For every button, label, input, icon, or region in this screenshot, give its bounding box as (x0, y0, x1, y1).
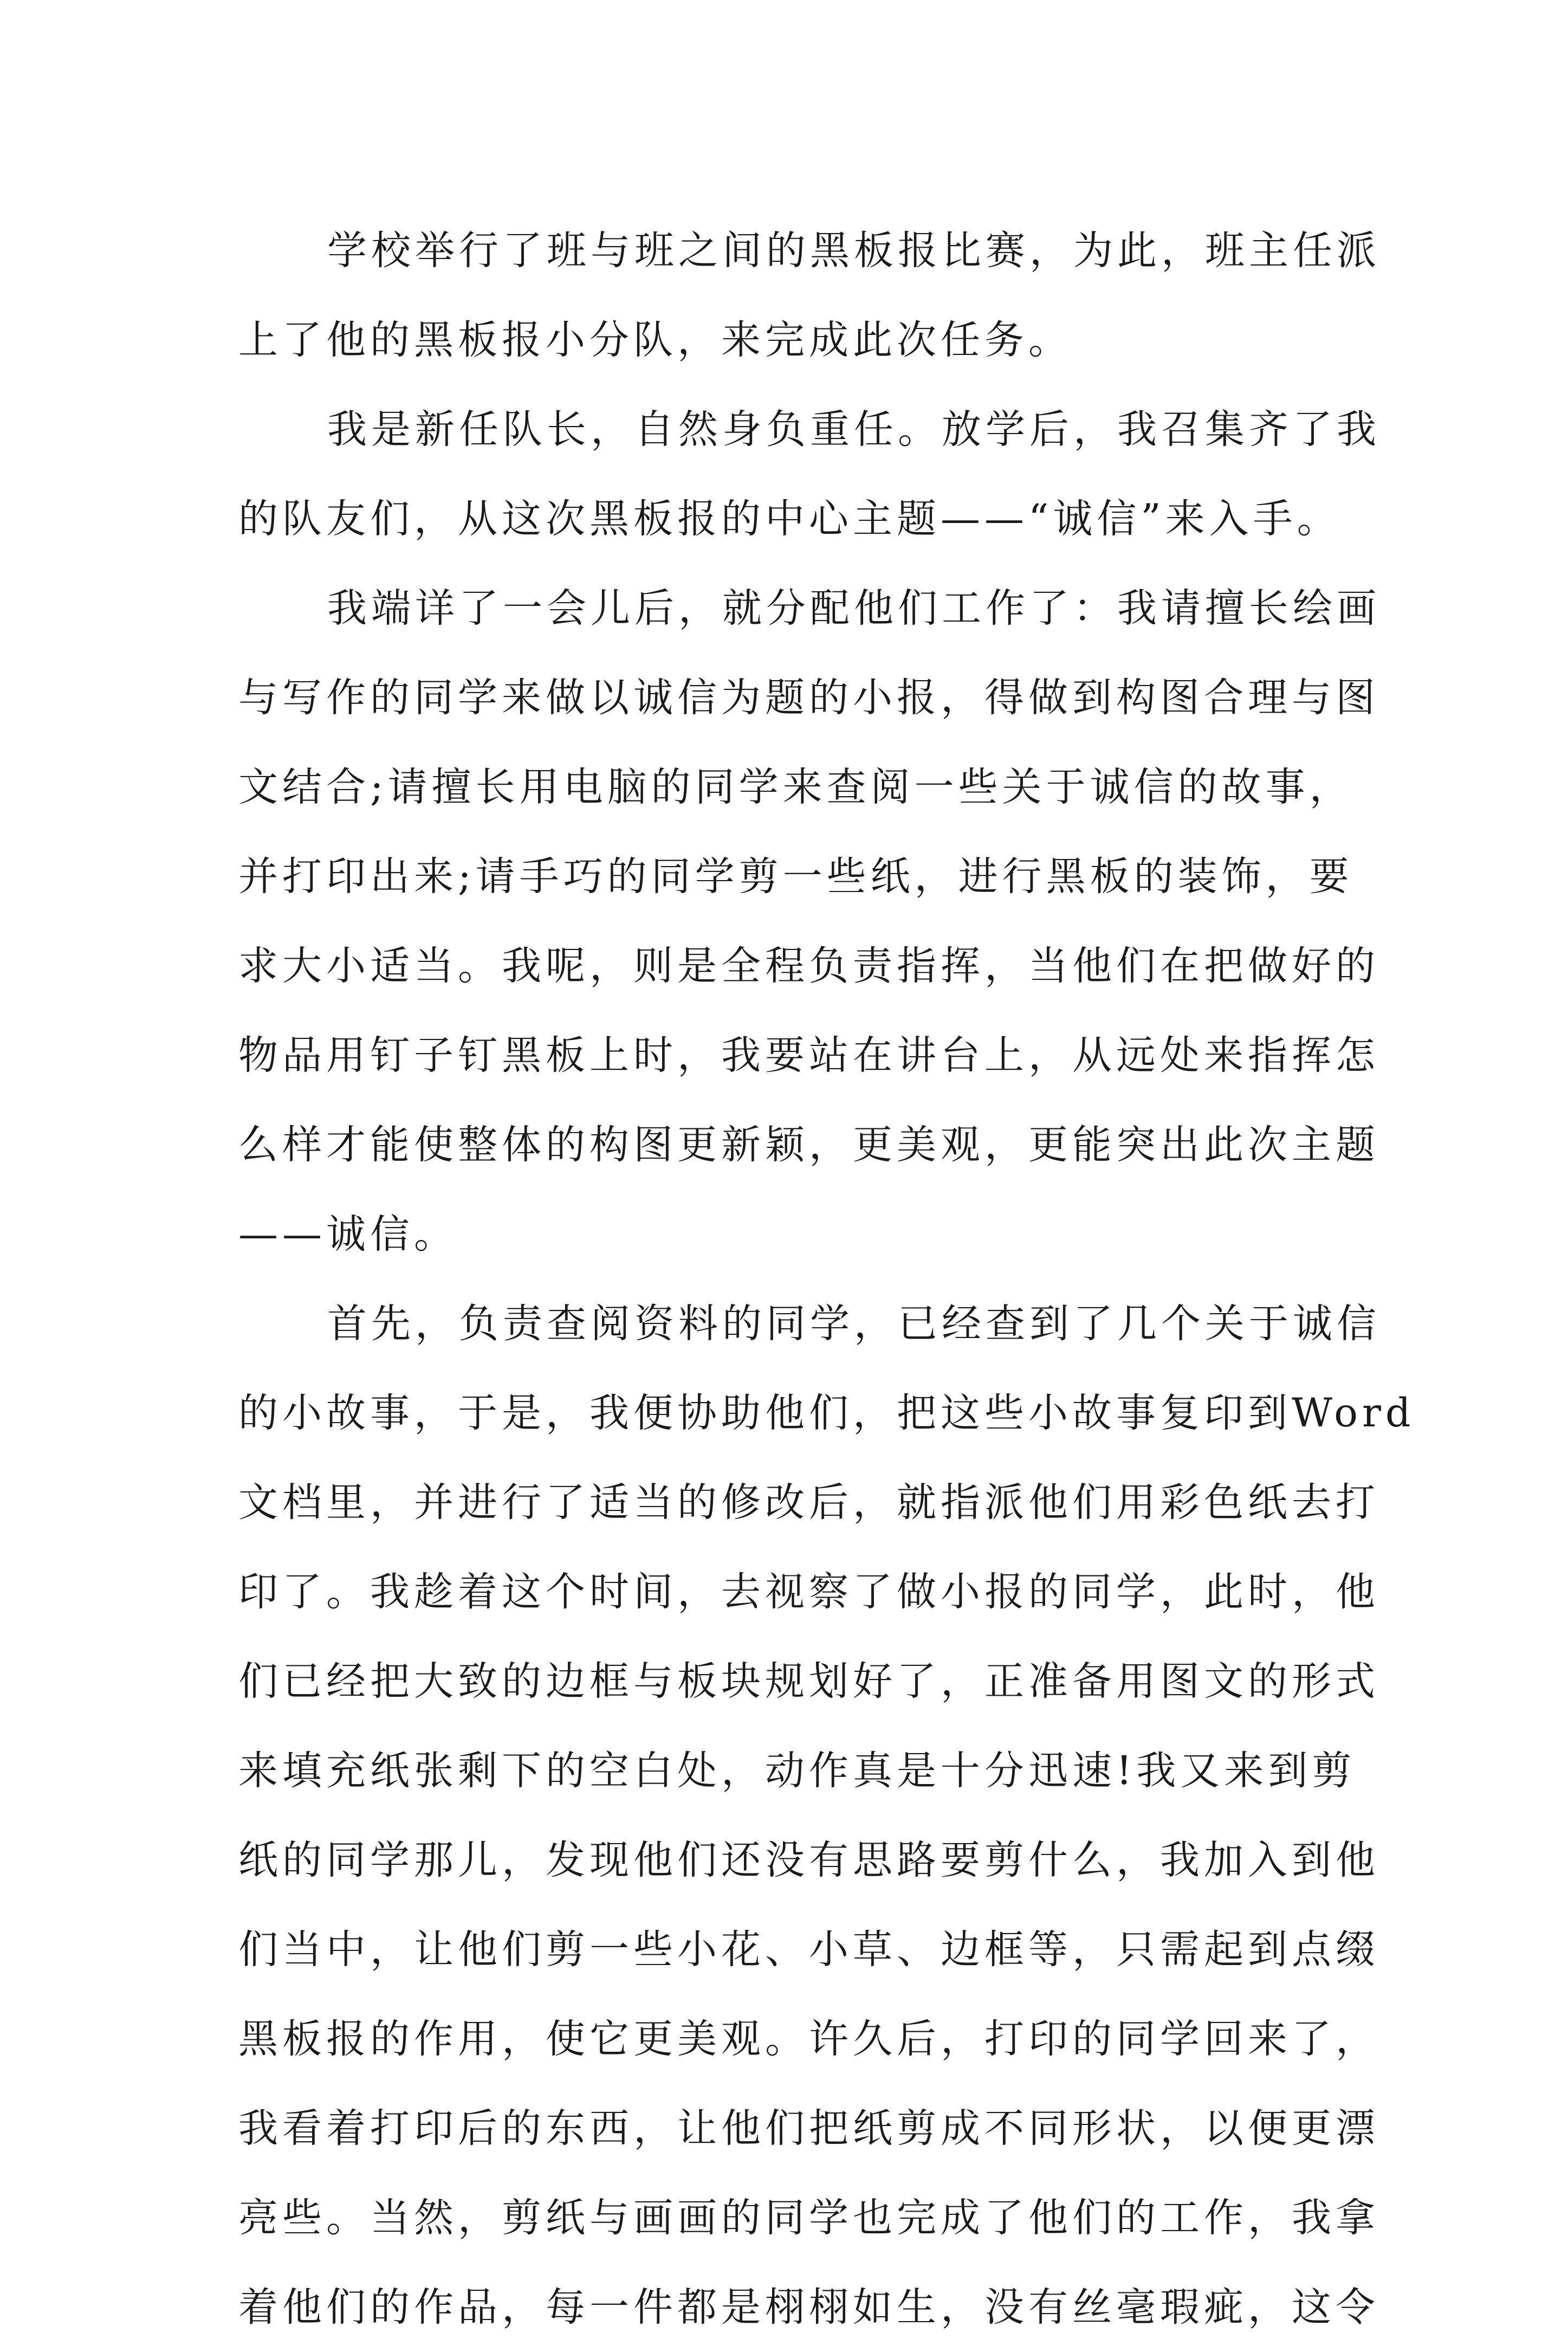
text-line: 我端详了一会儿后，就分配他们工作了：我请擅长绘画 (327, 585, 1381, 631)
text-line: 文档里，并进行了适当的修改后，就指派他们用彩色纸去打 (238, 1479, 1379, 1526)
text-line: 着他们的作品，每一件都是栩栩如生，没有丝毫瑕疵，这令 (238, 2284, 1379, 2330)
text-line: 来填充纸张剩下的空白处，动作真是十分迅速!我又来到剪 (238, 1748, 1356, 1794)
text-line: 印了。我趁着这个时间，去视察了做小报的同学，此时，他 (238, 1569, 1379, 1615)
text-line: ——诚信。 (238, 1211, 458, 1257)
text-line: 的小故事，于是，我便协助他们，把这些小故事复印到Word (238, 1390, 1415, 1436)
text-line: 上了他的黑板报小分队，来完成此次任务。 (238, 317, 1072, 363)
text-line: 学校举行了班与班之间的黑板报比赛，为此，班主任派 (327, 228, 1381, 274)
text-line: 求大小适当。我呢，则是全程负责指挥，当他们在把做好的 (238, 943, 1379, 989)
text-line: 我是新任队长，自然身负重任。放学后，我召集齐了我 (327, 406, 1381, 453)
text-line: 物品用钉子钉黑板上时，我要站在讲台上，从远处来指挥怎 (238, 1032, 1379, 1078)
text-line: 们已经把大致的边框与板块规划好了，正准备用图文的形式 (238, 1658, 1379, 1704)
text-line: 纸的同学那儿，发现他们还没有思路要剪什么，我加入到他 (238, 1837, 1379, 1883)
text-line: 与写作的同学来做以诚信为题的小报，得做到构图合理与图 (238, 675, 1379, 721)
text-line: 我看着打印后的东西，让他们把纸剪成不同形状，以便更漂 (238, 2105, 1379, 2151)
text-line: 文结合;请擅长用电脑的同学来查阅一些关于诚信的故事， (238, 764, 1353, 810)
text-line: 黑板报的作用，使它更美观。许久后，打印的同学回来了， (238, 2016, 1379, 2062)
text-line: 亮些。当然，剪纸与画画的同学也完成了他们的工作，我拿 (238, 2195, 1379, 2241)
text-line: 的队友们，从这次黑板报的中心主题——“诚信”来入手。 (238, 496, 1341, 542)
text-line: 们当中，让他们剪一些小花、小草、边框等，只需起到点缀 (238, 1927, 1379, 1973)
text-line: 首先，负责查阅资料的同学，已经查到了几个关于诚信 (327, 1301, 1381, 1347)
text-line: 并打印出来;请手巧的同学剪一些纸，进行黑板的装饰，要 (238, 854, 1353, 900)
essay-body (238, 206, 1415, 2352)
text-line: 么样才能使整体的构图更新颖，更美观，更能突出此次主题 (238, 1122, 1379, 1168)
